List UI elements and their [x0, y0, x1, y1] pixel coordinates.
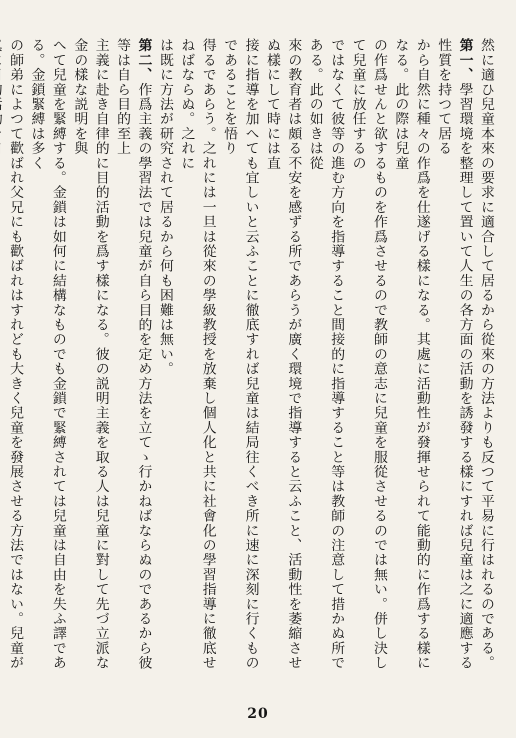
section-heading: 第二、 — [135, 38, 152, 83]
text-line: 得るであらう。之れには一旦は從來の學級教授を放棄し個人化と共に社會化の學習指導に徹底せねばならぬ。之れに — [178, 38, 216, 671]
body-text — [7, 38, 496, 678]
text-line: から自然に種々の作爲を仕遂げる樣になる。其處に活動性が發揮せられて能動的に作爲する樣になる。此の際は兒童 — [392, 38, 430, 671]
text-line: 第二、作爲主義の學習法では兒童が自ら目的を定め方法を立てゝ行かねばならぬのであるから彼等は自ら目的至上 — [114, 38, 152, 671]
text-line: 接に指導を加へても宜しいと云ふことに徹底すれば兒童は結局往くべき所に速に深刻に行くものであることを悟り — [221, 38, 259, 671]
text-line: の作爲せんと欲するものを作爲させるので教師の意志に兒童を服從させるのでは無い。併し決して兒童に放任するの — [349, 38, 387, 671]
text-line: ではなくて彼等の進む方向を指導すること間接的に指導すること等は教師の注意して措かぬ所である。此の如きは從 — [306, 38, 345, 671]
page-number: 20 — [247, 706, 269, 722]
text-line: は既に方法が研究されて居るから何も困難は無い。 — [156, 38, 173, 377]
text-line: の師弟によつて歡ばれ父兄にも歡ばれはすれども大きく兒童を發展させる方法ではない。兒童が — [7, 38, 24, 671]
text-line: 來の教育者は頗る不安を感ずる所であらうが廣く環境で指導すると云ふこと、活動性を萎縮させぬ樣にして時には直 — [263, 38, 302, 671]
section-heading: 第一、 — [456, 38, 473, 83]
text-line: 第一、學習環境を整理して置いて人生の各方面の活動を誘發する樣にすれば兒童は之に適應する性質を持つて居る — [435, 38, 473, 671]
text-line: へて兒童を緊縛する。金鎖は如何に結構なものでも金鎖で緊縛されては兒童は自由を失ふ譯である。金鎖緊縛は多く — [28, 38, 66, 671]
text-line: 主義に赴き自律的に目的活動を爲す樣になる。彼の説明主義を取る人は兒童に對して先づ立派な金の樣な説明を與 — [71, 38, 109, 671]
text-line: 然に適ひ兒童本來の要求に適合して居るから從來の方法よりも反つて平易に行はれるのである。 — [478, 38, 494, 671]
